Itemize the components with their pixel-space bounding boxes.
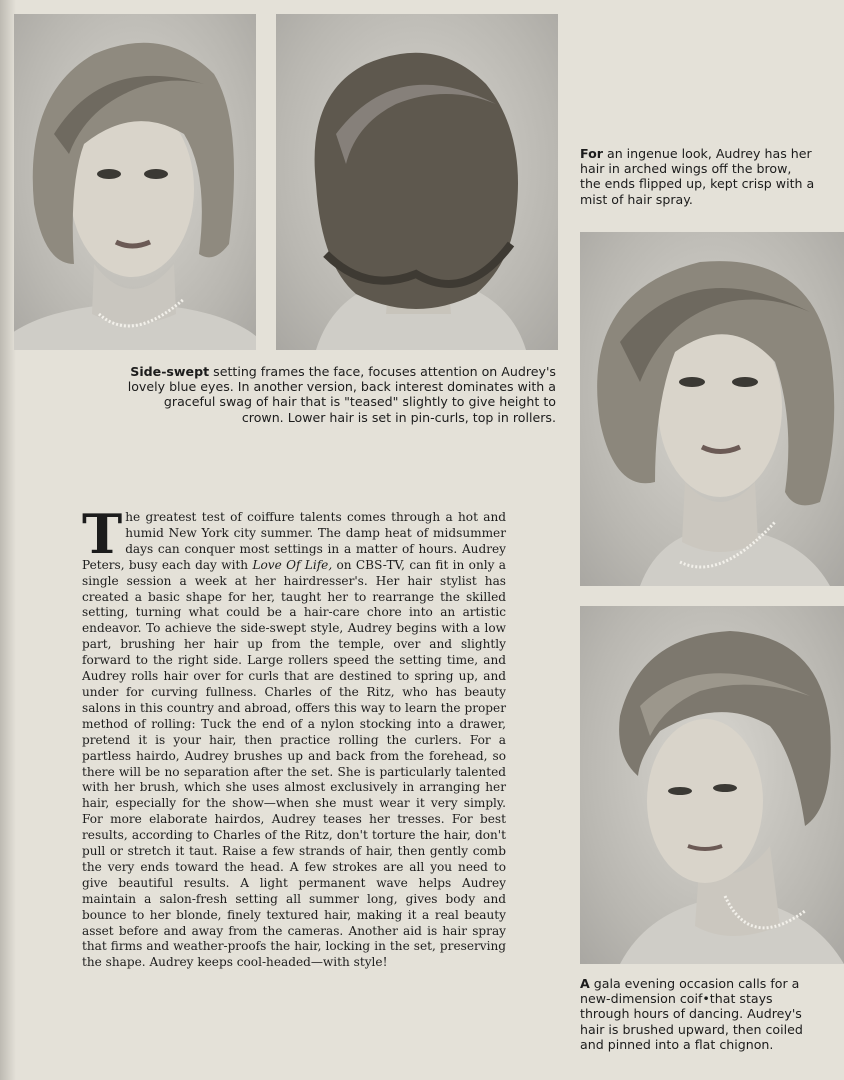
ingenue-caption-text: an ingenue look, Audrey has her hair in arched wings off the brow, the ends flipped up, kept crisp with a mist of hair spray. <box>580 146 815 207</box>
audrey-ingenue-look-photo <box>580 232 844 586</box>
audrey-back-view-photo <box>276 14 558 350</box>
article-text-part-2: on CBS-TV, can fit in only a single session a week at her hairdresser's. Her hair stylist has created a basic shape for her, taught her to rearrange the skilled setting, turning what could be a hair-care chore into an artistic endeavor. To achieve the side-swept style, Audrey begins with a low part, brushing her hair up from the temple, over and slightly forward to the right side. Large rollers speed the setting time, and Audrey rolls hair over for curls that are destined to spring up, and under for curving fullness. Charles of the Ritz, who has beauty salons in this country and abroad, offers this way to learn the proper method of rolling: Tuck the end of a nylon stocking into a drawer, pretend it is your hair, then practice rolling the curlers. For a partless hairdo, Audrey brushes up and back from the forehead, so there will be no separation after the set. She is particularly talented with her brush, which she uses almost exclusively in arranging her hair, especially for the show—when she must wear it very simply. For more elaborate hairdos, Audrey teases her tresses. For best results, according to Charles of the Ritz, don't torture the hair, don't pull or stretch it taut. Raise a few strands of hair, then gently comb the very ends toward the head. A few strokes are all you need to give beautiful results. A light permanent wave helps Audrey maintain a salon-fresh setting all summer long, gives body and bounce to her blonde, finely textured hair, making it a real beauty asset before and away from the cameras. Another aid is hair spray that firms and weather-proofs the hair, locking in the set, preserving the shape. Audrey keeps cool-headed—with style! <box>82 557 506 970</box>
gala-caption-text: gala evening occasion calls for a new-dimension coif•that stays through hours of dancing. Audrey's hair is brushed upward, then coiled and pinned into a flat chignon. <box>580 976 803 1052</box>
article-text-part-1: he greatest test of coiffure talents comes through a hot and humid New York city summer. The damp heat of midsummer days can conquer most settings in a matter of hours. Audrey Peters, busy each day with <box>82 510 506 572</box>
show-title: Love Of Life, <box>252 557 333 572</box>
gala-caption-lead: A <box>580 976 590 991</box>
gala-caption <box>580 976 824 1052</box>
audrey-side-swept-front-photo <box>14 14 256 350</box>
side-swept-caption-lead: Side-swept <box>130 364 210 379</box>
side-swept-caption <box>120 364 556 425</box>
audrey-gala-chignon-photo <box>580 606 844 964</box>
side-swept-caption-text: setting frames the face, focuses attention on Audrey's lovely blue eyes. In another version, back interest dominates with a graceful swag of hair that is "teased" slightly to give height to crown. Lower hair is set in pin-curls, top in rollers. <box>127 364 556 425</box>
ingenue-caption-lead: For <box>580 146 603 161</box>
ingenue-caption <box>580 146 816 207</box>
article-body <box>82 502 506 971</box>
drop-cap: T <box>82 502 123 566</box>
